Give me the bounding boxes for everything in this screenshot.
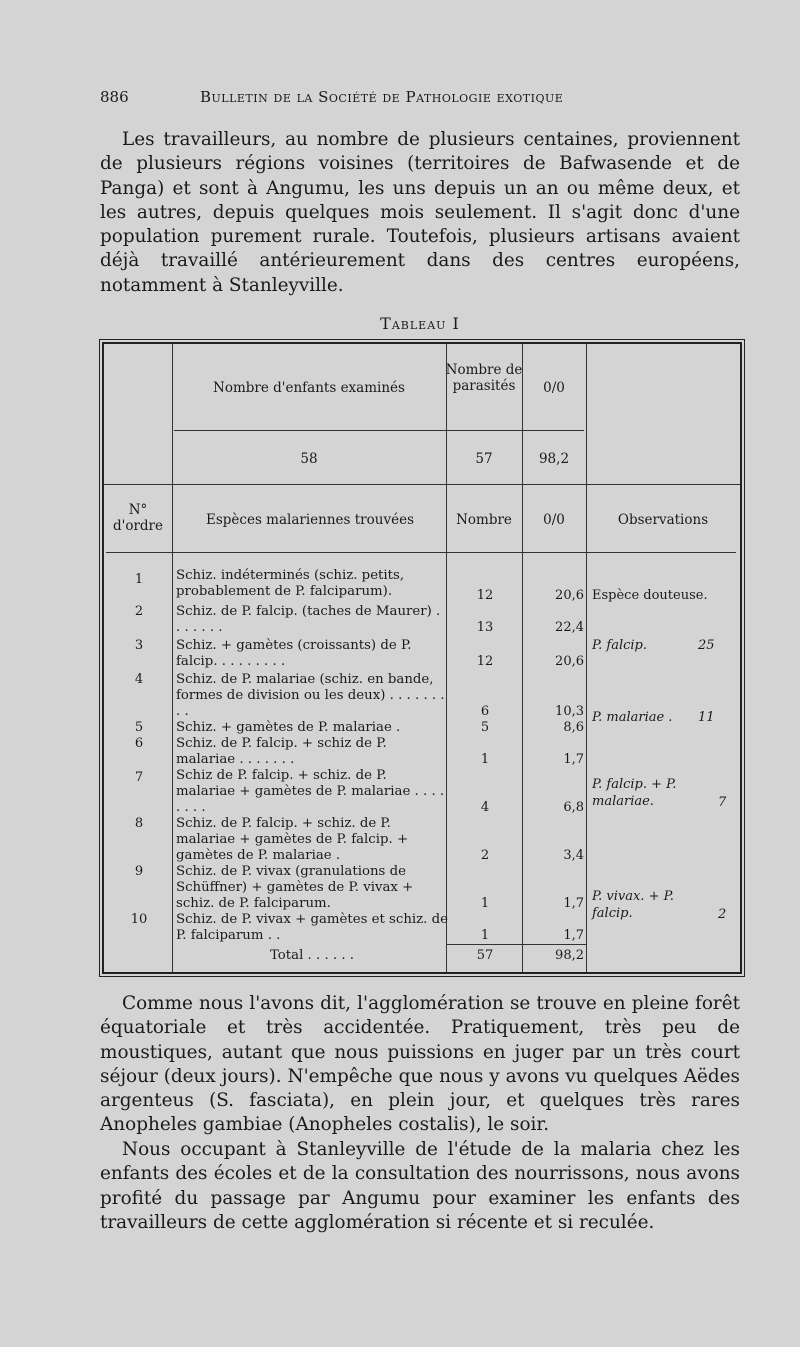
row-order: 1 [134, 572, 144, 587]
row-order: 7 [134, 770, 144, 785]
header-species: Espèces malariennes trouvées [206, 512, 414, 528]
conclusion-paragraph-2: Nous occupant à Stanleyville de l'étude de la malaria chez les enfants des écoles et de la consultation des nourrissons, nous avons profité du passage par Angumu pour examiner les enfants des travailleurs de cette agglomération si récente et si reculée. [100, 1139, 740, 1233]
percent-top-value: 98,2 [538, 451, 570, 467]
row-species: Schiz. de P. falcip. + schiz. de P. malariae + gamètes de P. falcip. + gamètes de P. malariae . [176, 816, 409, 864]
row-count: 12 [476, 588, 494, 603]
header-order: N° d'ordre [112, 502, 164, 535]
row-order: 2 [134, 604, 144, 619]
row-count: 12 [476, 654, 494, 669]
row-observation: Espèce douteuse. [592, 588, 708, 603]
row-count: 13 [476, 620, 494, 635]
observation-group [592, 888, 727, 922]
row-order: 4 [134, 672, 144, 687]
row-percent: 6,8 [563, 800, 584, 815]
page-number: 886 [100, 88, 129, 106]
row-species: Schiz. + gamètes (croissants) de P. falcip. . . . . . . . . [176, 638, 412, 670]
observation-label: P. malariae . [592, 710, 673, 725]
observation-label: P. falcip. + P. malariae. [592, 777, 677, 809]
row-count: 1 [480, 896, 490, 911]
row-count: 2 [480, 848, 490, 863]
results-table [102, 342, 742, 974]
row-species: Schiz. indéterminés (schiz. petits, probablement de P. falciparum). [176, 568, 405, 600]
total-percent: 98,2 [555, 948, 584, 963]
row-count: 1 [480, 928, 490, 943]
row-species: Schiz. + gamètes de P. malariae . [176, 720, 401, 735]
row-percent: 22,4 [555, 620, 584, 635]
row-order: 3 [134, 638, 144, 653]
row-species: Schiz. de P. vivax (granulations de Schüffner) + gamètes de P. vivax + schiz. de P. falciparum. [176, 864, 414, 912]
row-percent: 1,7 [563, 896, 584, 911]
row-count: 6 [480, 704, 490, 719]
row-percent: 20,6 [555, 588, 584, 603]
header-parasites: Nombre de parasités [445, 362, 523, 395]
row-species: Schiz. de P. vivax + gamètes et schiz. de P. falciparum . . [176, 912, 448, 944]
row-percent: 3,4 [563, 848, 584, 863]
observation-label: P. falcip. [592, 638, 647, 653]
running-header [100, 88, 740, 112]
conclusion-paragraph-1: Comme nous l'avons dit, l'agglomération se trouve en pleine forêt équatoriale et très accidentée. Pratiquement, très peu de moustiques, autant que nous puissions en juger par un très court séjour (deux jours). N'empêche que nous y avons vu quelques Aëdes argenteus (S. fasciata), en plein jour, et quelques très rares Anopheles gambiae (Anopheles costalis), le soir. [100, 993, 740, 1136]
row-species: Schiz. de P. falcip. (taches de Maurer) . . . . . . . [176, 604, 441, 636]
row-count: 1 [480, 752, 490, 767]
row-species: Schiz de P. falcip. + schiz. de P. malariae + gamètes de P. malariae . . . . . . . . [176, 768, 445, 816]
observation-group [592, 638, 732, 653]
header-children: Nombre d'enfants examinés [213, 380, 405, 396]
observation-count: 11 [698, 710, 715, 725]
header-percent-top: 0/0 [543, 380, 565, 396]
row-order: 5 [134, 720, 144, 735]
row-species: Schiz. de P. falcip. + schiz de P. malariae . . . . . . . [176, 736, 387, 768]
row-order: 8 [134, 816, 144, 831]
row-species: Schiz. de P. malariae (schiz. en bande, formes de division ou les deux) . . . . . . . . . [176, 672, 445, 720]
total-count: 57 [476, 948, 494, 963]
header-count: Nombre [456, 512, 512, 528]
row-percent: 1,7 [563, 928, 584, 943]
row-order: 6 [134, 736, 144, 751]
children-value: 58 [300, 451, 318, 467]
row-order: 9 [134, 864, 144, 879]
row-percent: 10,3 [555, 704, 584, 719]
total-label: Total . . . . . . [269, 948, 355, 963]
header-observations: Observations [617, 512, 709, 528]
journal-title: Bulletin de la Société de Pathologie exotique [200, 88, 564, 106]
row-order: 10 [130, 912, 148, 927]
row-percent: 20,6 [555, 654, 584, 669]
table-title: Tableau I [380, 314, 460, 333]
observation-label: P. vivax. + P. falcip. [592, 889, 674, 921]
row-count: 5 [480, 720, 490, 735]
observation-count: 2 [718, 907, 727, 922]
row-count: 4 [480, 800, 490, 815]
observation-group [592, 710, 732, 725]
intro-paragraph: Les travailleurs, au nombre de plusieurs centaines, proviennent de plusieurs régions voisines (territoires de Bafwasende et de Panga) et sont à Angumu, les uns depuis un an ou même deux, et les autres, depuis quelques mois seulement. Il s'agit donc d'une population purement rurale. Toutefois, plusieurs artisans avaient déjà travaillé antérieurement dans des centres européens, notamment à Stanleyville. [100, 129, 740, 296]
observation-group [592, 776, 727, 810]
observation-count: 7 [718, 795, 727, 810]
row-percent: 8,6 [563, 720, 584, 735]
observation-count: 25 [698, 638, 715, 653]
parasites-value: 57 [475, 451, 493, 467]
header-percent: 0/0 [543, 512, 565, 528]
row-percent: 1,7 [563, 752, 584, 767]
